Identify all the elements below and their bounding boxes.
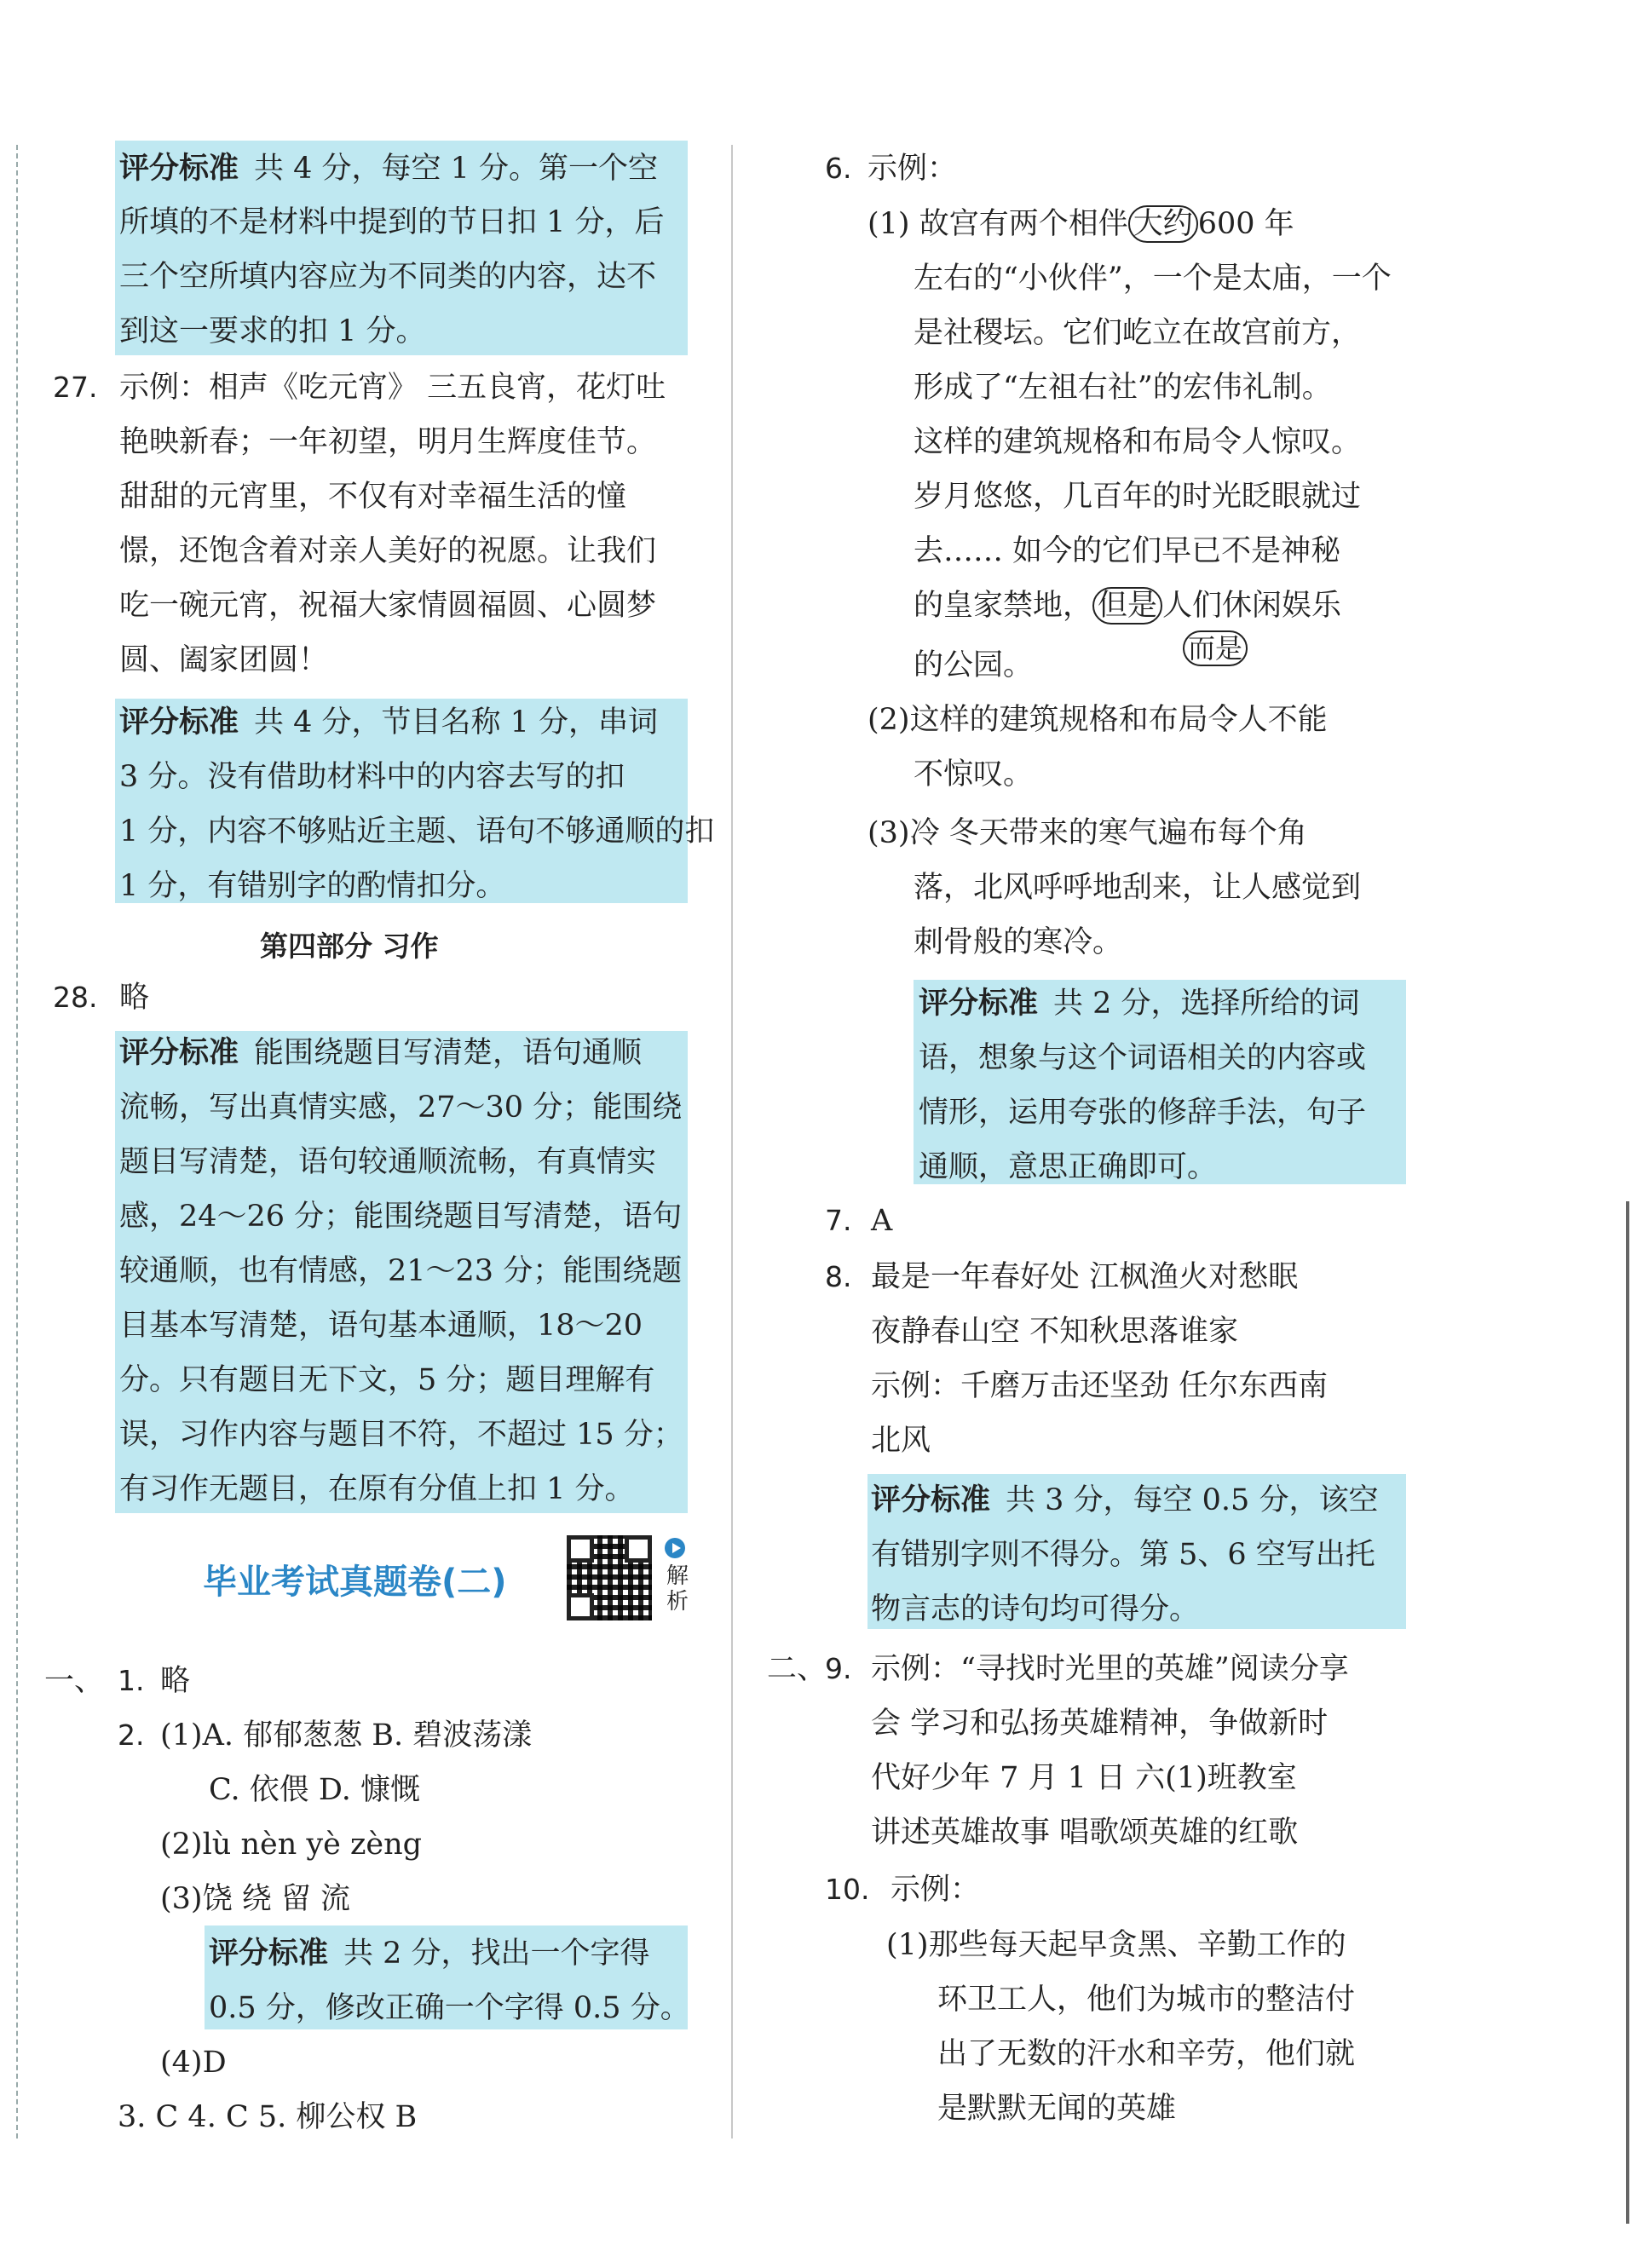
- answer-line: 是默默无闻的英雄: [937, 2092, 1177, 2126]
- answer-line: 左右的“小伙伴”，一个是太庙，一个: [914, 262, 1392, 296]
- question-number: 1.: [118, 1664, 145, 1697]
- answer-line: 环卫工人，他们为城市的整洁付: [937, 1983, 1356, 2017]
- section-number: 二、: [767, 1652, 827, 1686]
- answer-line: 吃一碗元宵，祝福大家情圆福圆、心圆梦: [119, 589, 657, 623]
- question-number: 2.: [118, 1718, 145, 1752]
- score-line: [209, 1934, 650, 1973]
- score-line: 1 分，有错别字的酌情扣分。: [119, 869, 506, 903]
- answer-line: 夜静春山空 不知秋思落谁家: [871, 1315, 1239, 1349]
- score-line: 通顺，意思正确即可。: [919, 1150, 1218, 1184]
- question-number: 6.: [825, 152, 852, 185]
- qr-corner: [567, 1535, 594, 1563]
- answer-line: 去…… 如今的它们早已不是神秘: [914, 534, 1341, 568]
- answer-line: 会 学习和弘扬英雄精神，争做新时: [871, 1707, 1329, 1741]
- score-line: 1 分，内容不够贴近主题、语句不够通顺的扣: [119, 815, 715, 849]
- correction-insert: [1183, 632, 1248, 665]
- score-label: 评分标准: [119, 1036, 239, 1070]
- answer-line: (2)这样的建筑规格和布局令人不能: [867, 703, 1328, 737]
- answer-line: (1)那些每天起早贪黑、辛勤工作的: [886, 1928, 1346, 1962]
- text: 的皇家禁地，: [914, 589, 1093, 623]
- score-line: 0.5 分，修改正确一个字得 0.5 分。: [209, 1991, 690, 2025]
- answer-line: 讲述英雄故事 唱歌颂英雄的红歌: [871, 1816, 1299, 1850]
- answer-line: 是社稷坛。它们屹立在故宫前方，: [914, 316, 1362, 350]
- answer-line: (1)A. 郁郁葱葱 B. 碧波荡漾: [160, 1718, 533, 1753]
- qr-corner: [625, 1535, 652, 1563]
- score-label: 评分标准: [209, 1937, 329, 1971]
- answer-line: 落，北风呼呼地刮来，让人感觉到: [914, 871, 1362, 905]
- answer-line: 示例：: [891, 1873, 981, 1907]
- answer-line: 形成了“左祖右社”的宏伟礼制。: [914, 371, 1332, 405]
- correction-circle: 大约: [1128, 205, 1198, 243]
- score-line: 到这一要求的扣 1 分。: [119, 314, 426, 348]
- score-line: 有习作无题目，在原有分值上扣 1 分。: [119, 1472, 635, 1506]
- score-line: 目基本写清楚，语句基本通顺，18～20: [119, 1309, 643, 1343]
- column-divider: [731, 145, 733, 2138]
- answer-line: (4)D: [160, 2046, 227, 2080]
- score-line: 三个空所填内容应为不同类的内容，达不: [119, 260, 657, 294]
- answer-line: 示例：千磨万击还坚劲 任尔东西南: [871, 1369, 1329, 1403]
- answer-line: 圆、阖家团圆！: [119, 643, 329, 677]
- section-number: 一、: [44, 1664, 105, 1698]
- answer-line: 略: [119, 981, 150, 1015]
- text: 能围绕题目写清楚，语句通顺: [254, 1036, 643, 1070]
- score-line: 物言志的诗句均可得分。: [871, 1592, 1200, 1626]
- score-label: 评分标准: [119, 705, 239, 740]
- question-number: 28.: [53, 981, 98, 1014]
- text: 600 年: [1197, 207, 1294, 241]
- answer-line: 这样的建筑规格和布局令人惊叹。: [914, 425, 1362, 459]
- text: 共 2 分，选择所给的词: [1053, 987, 1360, 1021]
- score-line: 分。只有题目无下文，5 分；题目理解有: [119, 1363, 655, 1397]
- answer-line: 憬，还饱含着对亲人美好的祝愿。让我们: [119, 534, 657, 568]
- correction-circle: 而是: [1183, 630, 1248, 666]
- qr-note: 解析: [666, 1563, 689, 1615]
- score-line: [119, 703, 658, 742]
- score-line: 流畅，写出真情实感，27～30 分；能围绕: [119, 1091, 683, 1125]
- text: 共 4 分，节目名称 1 分，串词: [254, 705, 659, 740]
- answer-line: 示例：“寻找时光里的英雄”阅读分享: [871, 1652, 1349, 1686]
- question-number: 27.: [53, 371, 98, 404]
- score-line: 感，24～26 分；能围绕题目写清楚，语句: [119, 1200, 683, 1234]
- score-line: 3 分。没有借助材料中的内容去写的扣: [119, 760, 625, 794]
- question-number: 9.: [825, 1652, 852, 1685]
- answer-line: 刺骨般的寒冷。: [914, 925, 1123, 959]
- score-line: 语，想象与这个词语相关的内容或: [919, 1041, 1367, 1075]
- qr-corner: [567, 1593, 594, 1620]
- answer-line: 艳映新春；一年初望，明月生辉度佳节。: [119, 425, 657, 459]
- text: (1) 故宫有两个相伴: [867, 207, 1128, 241]
- scan-edge-mark: [1626, 1201, 1629, 2224]
- answer-line: [914, 586, 1341, 625]
- answer-line: (3)冷 冬天带来的寒气遍布每个角: [867, 816, 1307, 850]
- text: 共 2 分，找出一个字得: [343, 1937, 650, 1971]
- answer-line: 的公园。: [914, 648, 1034, 682]
- score-line: [871, 1481, 1378, 1520]
- answer-line: 甜甜的元宵里，不仅有对幸福生活的憧: [119, 480, 627, 514]
- score-line: [119, 149, 658, 188]
- score-line: 题目写清楚，语句较通顺流畅，有真情实: [119, 1145, 657, 1179]
- score-line: 所填的不是材料中提到的节日扣 1 分，后: [119, 205, 665, 239]
- exam-title: 毕业考试真题卷(二): [203, 1563, 507, 1602]
- score-label: 评分标准: [871, 1483, 991, 1517]
- text: 共 4 分，每空 1 分。第一个空: [254, 152, 659, 186]
- score-line: 有错别字则不得分。第 5、6 空写出托: [871, 1538, 1375, 1572]
- score-label: 评分标准: [119, 152, 239, 186]
- score-line: 情形，运用夸张的修辞手法，句子: [919, 1096, 1367, 1130]
- dashed-margin-line: [16, 145, 18, 2138]
- text: 共 3 分，每空 0.5 分，该空: [1006, 1483, 1379, 1517]
- part-heading: 第四部分 习作: [260, 930, 439, 963]
- score-line: 误，习作内容与题目不符，不超过 15 分；: [119, 1418, 683, 1452]
- answer-line: A: [871, 1204, 893, 1238]
- score-line: [919, 984, 1360, 1023]
- score-line: [119, 1033, 642, 1073]
- answer-line: 出了无数的汗水和辛劳，他们就: [937, 2037, 1356, 2071]
- text: 人们休闲娱乐: [1162, 589, 1342, 623]
- play-icon[interactable]: [665, 1538, 685, 1558]
- answer-line: 不惊叹。: [914, 757, 1034, 791]
- answer-line: 北风: [871, 1424, 931, 1458]
- answer-line: 略: [160, 1664, 191, 1698]
- question-number: 10.: [825, 1873, 870, 1906]
- question-number: 7.: [825, 1204, 852, 1237]
- answer-line: 代好少年 7 月 1 日 六(1)班教室: [871, 1761, 1297, 1795]
- answer-line: 3. C 4. C 5. 柳公权 B: [118, 2100, 418, 2134]
- answer-line: 最是一年春好处 江枫渔火对愁眠: [871, 1260, 1299, 1294]
- score-label: 评分标准: [919, 987, 1039, 1021]
- answer-line: (3)饶 绕 留 流: [160, 1882, 350, 1916]
- answer-line: C. 依偎 D. 慷慨: [209, 1773, 420, 1807]
- answer-line: 岁月悠悠，几百年的时光眨眼就过: [914, 480, 1362, 514]
- question-number: 8.: [825, 1260, 852, 1293]
- score-line: 较通顺，也有情感，21～23 分；能围绕题: [119, 1254, 683, 1288]
- answer-line: [867, 204, 1294, 244]
- answer-line: (2)lù nèn yè zèng: [160, 1828, 423, 1862]
- answer-line: 示例：相声《吃元宵》 三五良宵，花灯吐: [119, 371, 666, 405]
- correction-circle: 但是: [1092, 587, 1162, 625]
- answer-line: 示例：: [867, 152, 958, 186]
